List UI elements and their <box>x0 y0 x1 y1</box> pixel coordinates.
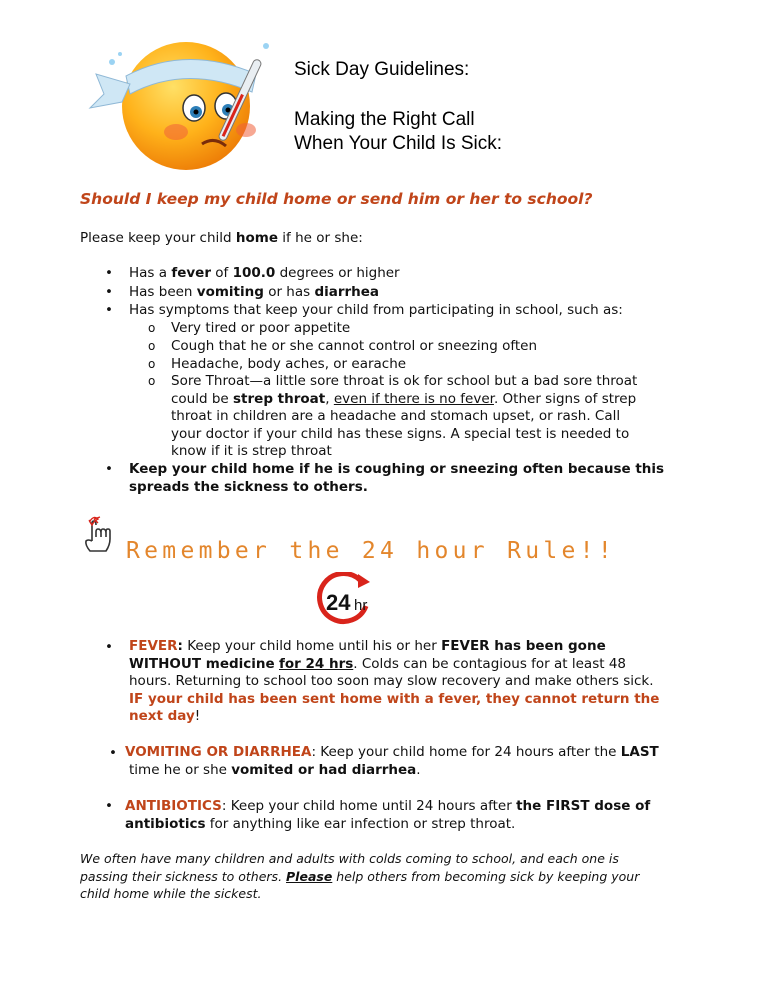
participating-item: Has symptoms that keep your child from participating in school, such as: <box>129 302 623 318</box>
sub-item-cough: Cough that he or she cannot control or sneezing often <box>171 338 538 354</box>
bullet-dot-icon: • <box>105 265 113 281</box>
page-title: Sick Day Guidelines: <box>294 59 470 80</box>
fever-rule: FEVER: Keep your child home until his or her FEVER has been gone WITHOUT medicine for 24 hrs. Colds can be contagious for at least 48 hours. Returning to school too soon may slow recovery and make others sick. IF your child has been sent home with a fever, they cannot return the next day! <box>129 638 660 724</box>
hand-string-icon <box>80 515 114 555</box>
sick-face-icon <box>86 36 278 172</box>
bullet-dot-icon: • <box>105 284 113 300</box>
rule-heading: Remember the 24 hour Rule!! <box>126 538 616 564</box>
circle-bullet-icon: o <box>148 321 156 335</box>
sub-item-headache: Headache, body aches, or earache <box>171 356 407 372</box>
question-heading: Should I keep my child home or send him or her to school? <box>80 190 593 208</box>
closing-note: We often have many children and adults with colds coming to school, and each one is passing their sickness to others. Please help others from becoming sick by keeping your child home while the sickest. <box>80 851 640 901</box>
intro-text: Please keep your child home if he or she: <box>80 230 363 246</box>
subtitle-line-1: Making the Right Call <box>294 109 475 130</box>
bullet-dot-icon: • <box>109 745 117 761</box>
24hr-clock-icon <box>316 572 382 628</box>
sub-item-sore-throat: Sore Throat—a little sore throat is ok for school but a bad sore throat could be strep throat, even if there is no fever. Other signs of strep throat in children are a headache and stomach upset, or rash. Call your doctor if your child has these signs. A special test is needed to know if it is strep throat <box>171 373 638 459</box>
bullet-dot-icon: • <box>105 798 113 814</box>
circle-bullet-icon: o <box>148 374 156 388</box>
bullet-dot-icon: • <box>105 461 113 477</box>
bullet-dot-icon: • <box>105 302 113 318</box>
bullet-dot-icon: • <box>105 639 113 655</box>
vomiting-item: Has been vomiting or has diarrhea <box>129 284 380 300</box>
vomiting-rule: VOMITING OR DIARRHEA: Keep your child home for 24 hours after the LAST time he or she vomited or had diarrhea. <box>125 744 659 778</box>
subtitle-line-2: When Your Child Is Sick: <box>294 133 503 154</box>
coughing-item: Keep your child home if he is coughing or sneezing often because this spreads the sickness to others. <box>129 461 665 495</box>
circle-bullet-icon: o <box>148 339 156 353</box>
fever-item: Has a fever of 100.0 degrees or higher <box>129 265 400 281</box>
sub-item-tired: Very tired or poor appetite <box>171 320 351 336</box>
clock-unit: hr <box>354 597 368 614</box>
clock-number: 24 <box>326 590 351 615</box>
circle-bullet-icon: o <box>148 357 156 371</box>
antibiotics-rule: ANTIBIOTICS: Keep your child home until 24 hours after the FIRST dose of antibiotics for anything like ear infection or strep throat. <box>125 798 651 832</box>
